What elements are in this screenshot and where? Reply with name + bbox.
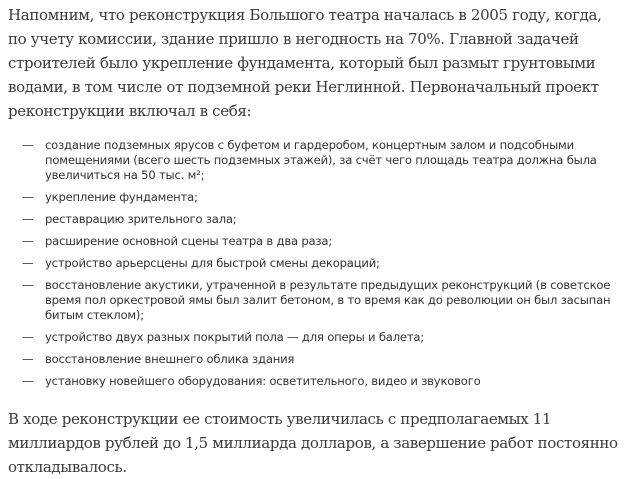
list-item xyxy=(22,256,612,271)
list-item-text: укрепление фундамента; xyxy=(45,190,198,204)
list-dash: — xyxy=(22,330,34,344)
list-dash: — xyxy=(22,374,34,388)
list-item-text: устройство двух разных покрытий пола — для оперы и балета; xyxy=(45,330,425,344)
outro-paragraph: В ходе реконструкции ее стоимость увеличилась с предполагаемых 11 миллиардов рублей до 1,5 миллиарда долларов, а завершение работ постоянно откладывалось. xyxy=(8,410,618,476)
list-item-text: восстановление акустики, утраченной в результате предыдущих реконструкций (в советское время пол оркестровой ямы был залит бетоном, в то время как до революции он был засыпан битым стеклом); xyxy=(45,278,611,322)
list-item xyxy=(22,212,612,227)
list-item-text: расширение основной сцены театра в два раза; xyxy=(45,234,332,248)
intro-paragraph: Напомним, что реконструкция Большого театра началась в 2005 году, когда, по учету комиссии, здание пришло в негодность на 70%. Главной задачей строителей было укрепление фундамента, который был размыт грунтовыми водами, в том числе от подземной реки Неглинной. Первоначальный проект реконструкции включал в себя: xyxy=(8,6,602,120)
list-item xyxy=(22,278,612,323)
list-item-text: установку новейшего оборудования: осветительного, видео и звукового xyxy=(45,374,481,388)
list-item xyxy=(22,374,612,389)
list-item xyxy=(22,190,612,205)
list-item xyxy=(22,330,612,345)
list-item xyxy=(22,138,612,183)
list-dash: — xyxy=(22,352,34,366)
list-dash: — xyxy=(22,278,34,292)
list-item-text: восстановление внешнего облика здания xyxy=(45,352,295,366)
list-item xyxy=(22,234,612,249)
list-dash: — xyxy=(22,212,34,226)
list-item-text: реставрацию зрительного зала; xyxy=(45,212,237,226)
list-dash: — xyxy=(22,234,34,248)
list-item-text: устройство арьерсцены для быстрой смены декораций; xyxy=(45,256,380,270)
list-item-text: создание подземных ярусов с буфетом и гардеробом, концертным залом и подсобными помещениями (всего шесть подземных этажей), за счёт чего площадь театра должна была увеличиться на 50 тыс. м²; xyxy=(45,138,597,182)
reconstruction-plan-list xyxy=(22,138,612,396)
list-dash: — xyxy=(22,190,34,204)
list-dash: — xyxy=(22,138,34,152)
list-dash: — xyxy=(22,256,34,270)
list-item xyxy=(22,352,612,367)
